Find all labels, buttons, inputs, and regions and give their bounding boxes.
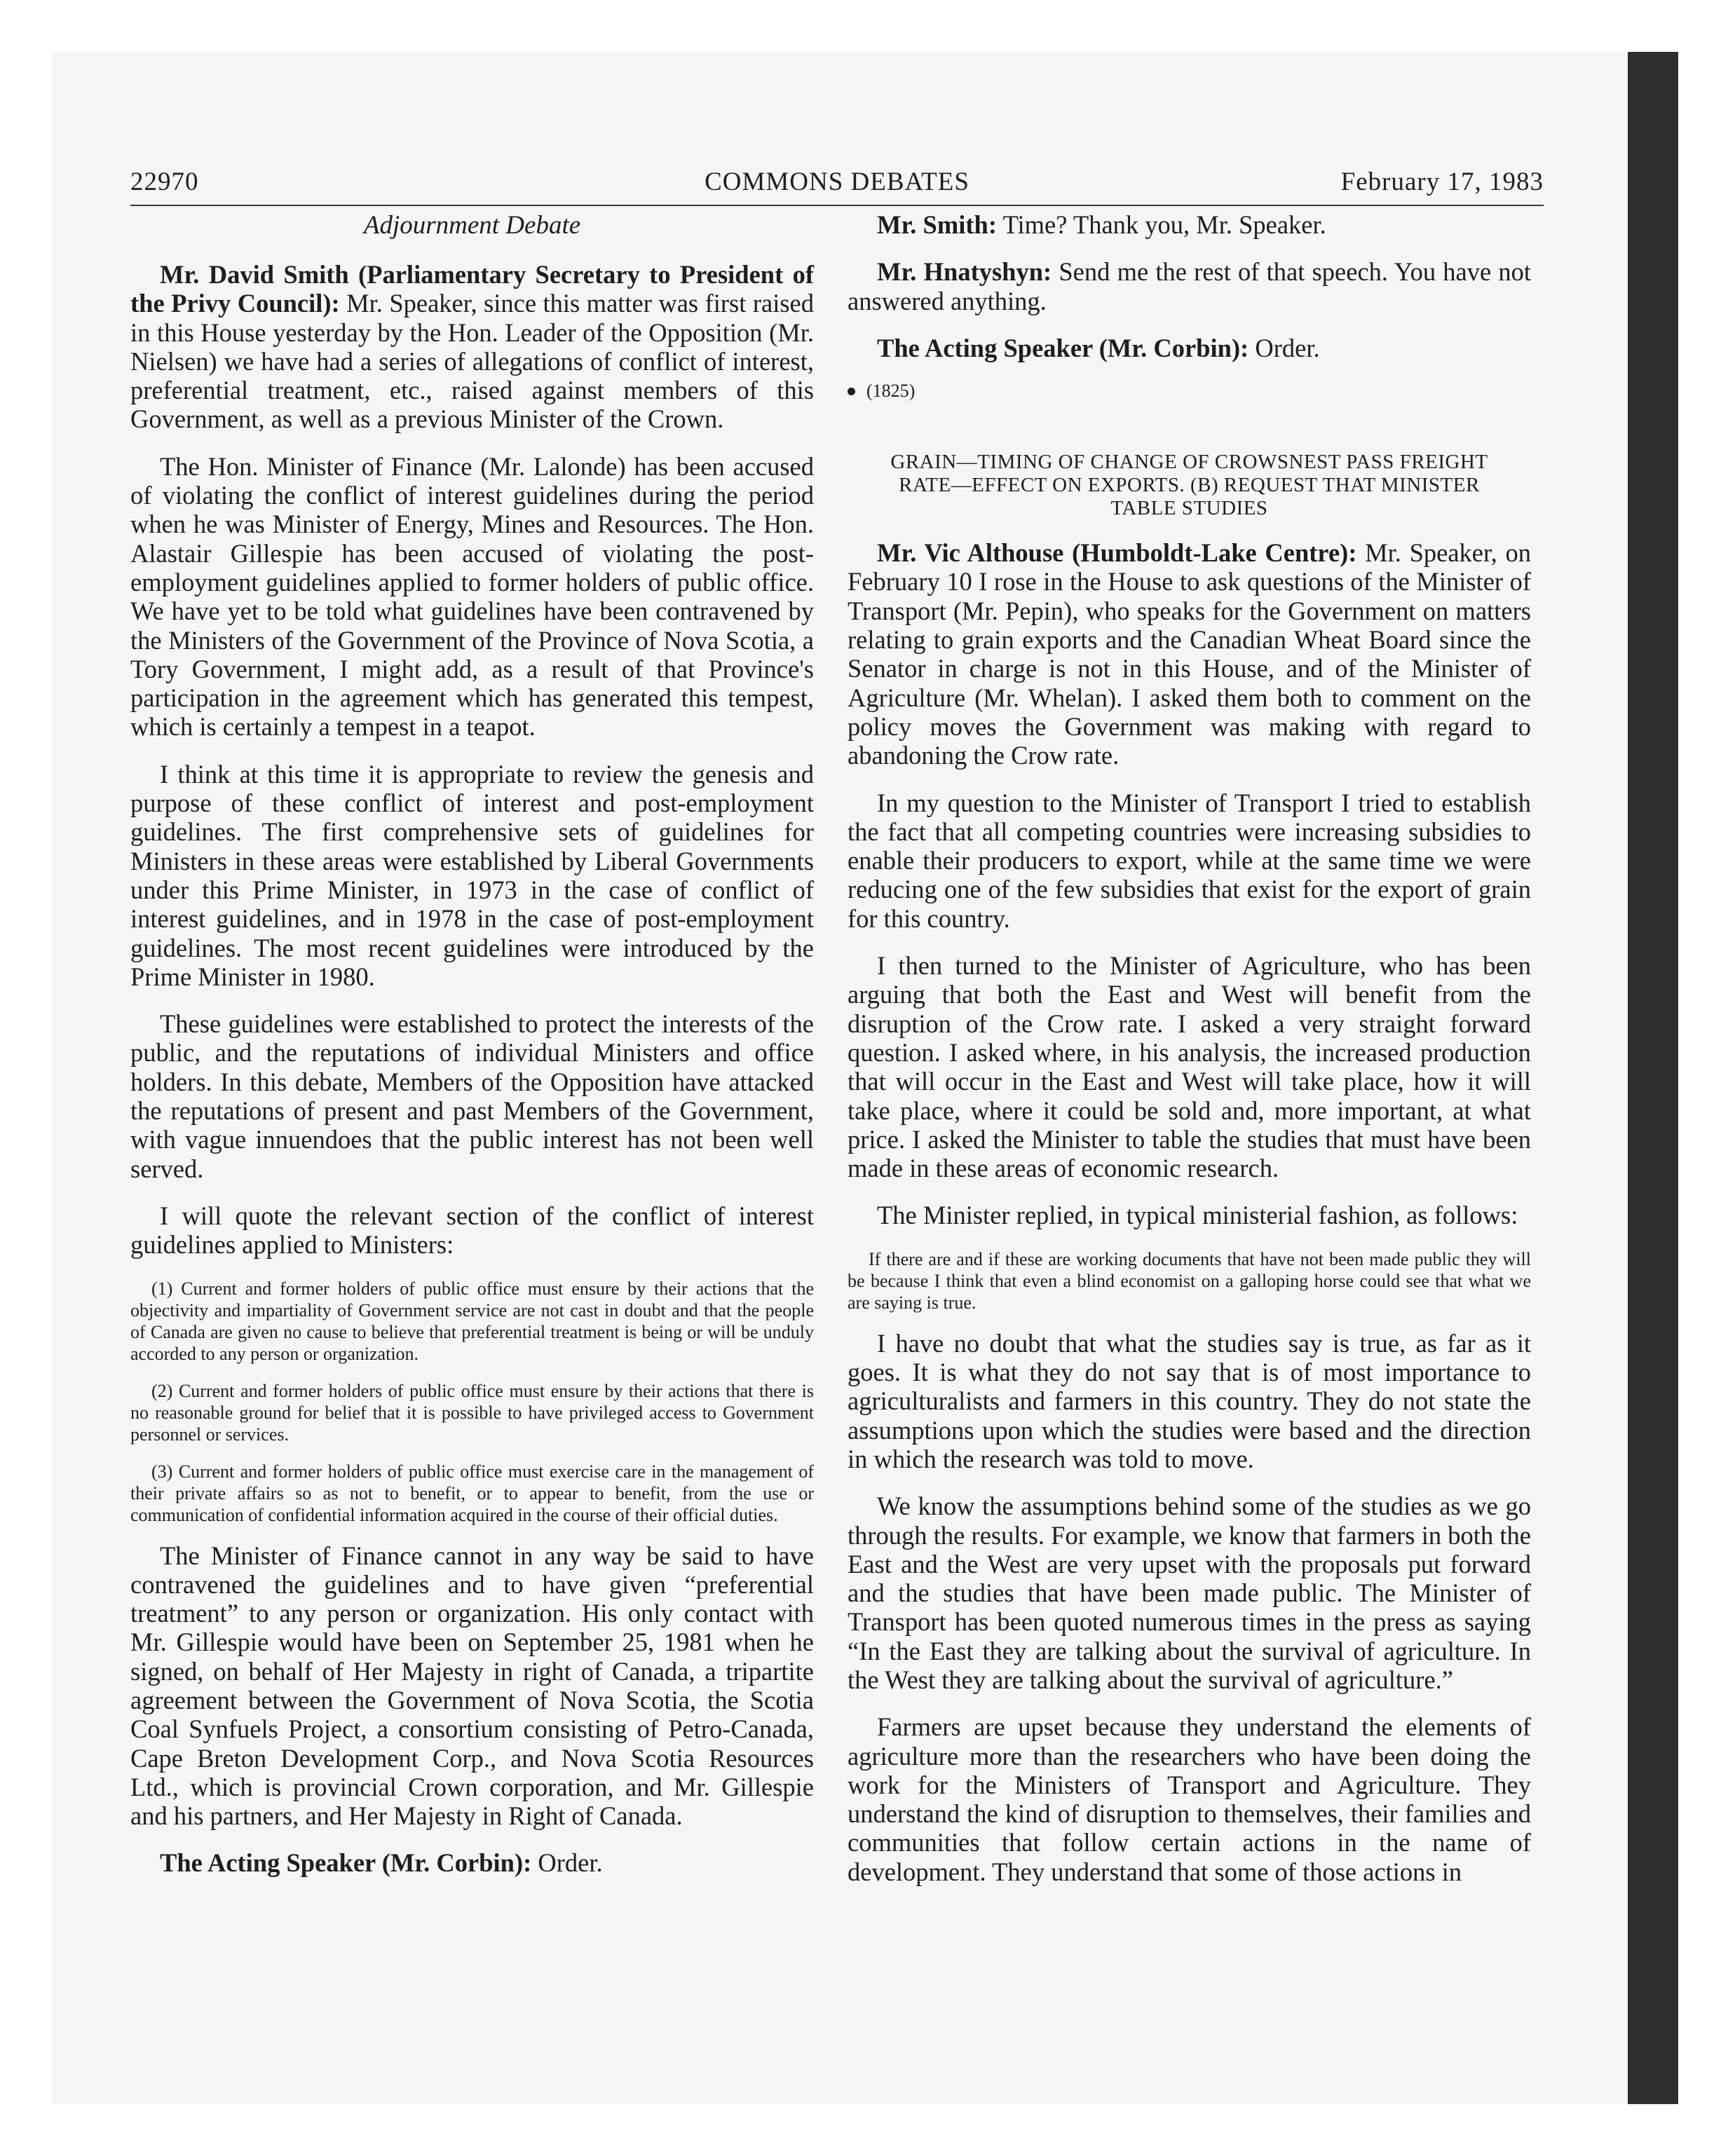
paragraph: I then turned to the Minister of Agriculture, who has been arguing that both the East and West will benefit from the disruption of the Crow rate. I asked a very straight forward question. I asked where, in his analysis, the increased production that will occur in the East and West will take place, how it will take place, where it could be sold and, more important, at what price. I asked the Minister to table the studies that must have been made in these areas of economic research. — [848, 951, 1531, 1183]
page-number: 22970 — [130, 168, 199, 196]
right-column — [848, 210, 1531, 1904]
page-header — [130, 163, 1544, 206]
guideline-quote-3: (3) Current and former holders of public office must exercise care in the management of their private affairs so as not to benefit, or to appear to benefit, from the use or communication of confidential information acquired in the course of their official duties. — [130, 1461, 814, 1525]
guideline-quote-2: (2) Current and former holders of public office must ensure by their actions that there is no reasonable ground for belief that it is possible to have privileged access to Government personnel or services. — [130, 1380, 814, 1445]
paragraph: The Minister of Finance cannot in any way be said to have contravened the guidelines and to have given “preferential treatment” to any person or organization. His only contact with Mr. Gillespie would have been on September 25, 1981 when he signed, on behalf of Her Majesty in right of Canada, a tripartite agreement between the Government of Nova Scotia, the Scotia Coal Synfuels Project, a consortium consisting of Petro-Canada, Cape Breton Development Corp., and Nova Scotia Resources Ltd., which is provincial Crown corporation, and Mr. Gillespie and his partners, and Her Majesty in Right of Canada. — [130, 1541, 814, 1831]
left-column — [130, 210, 814, 1896]
speaker-name: Mr. Vic Althouse (Humboldt-Lake Centre): — [877, 538, 1357, 568]
paragraph: We know the assumptions behind some of the studies as we go through the results. For example, we know that farmers in both the East and the West are very upset with the proposals put forward and the studies that have been made public. The Minister of Transport has been quoted numerous times in the press as saying “In the East they are talking about the survival of agriculture. In the West they are talking about the survival of agriculture.” — [848, 1492, 1531, 1694]
speech-paragraph — [848, 538, 1531, 770]
paragraph: In my question to the Minister of Transport I tried to establish the fact that all competing countries were increasing subsidies to enable their producers to export, while at the same time we were reducing one of the few subsidies that exist for the export of grain for this country. — [848, 788, 1531, 933]
time-marker — [848, 381, 1531, 402]
paragraph: I have no doubt that what the studies say is true, as far as it goes. It is what they do not say that is of most importance to agriculturalists and farmers in this country. They do not state the assumptions upon which the studies were based and the direction in which the research was told to move. — [848, 1328, 1531, 1473]
speaker-name: Mr. Hnatyshyn: — [877, 257, 1052, 287]
guideline-quote-1: (1) Current and former holders of public office must ensure by their actions that the objectivity and impartiality of Government service are not cast in doubt and that the people of Canada are given no cause to believe that preferential treatment is being or will be unduly accorded to any person or organization. — [130, 1278, 814, 1364]
section-heading: Adjournment Debate — [363, 211, 581, 240]
speech-text: Send me the rest of that speech. You have not answered anything. — [848, 257, 1532, 315]
speech-text: Order. — [531, 1848, 603, 1878]
topic-heading: GRAIN—TIMING OF CHANGE OF CROWSNEST PASS FREIGHT RATE—EFFECT ON EXPORTS. (B) REQUEST THAT MINISTER TABLE STUDIES — [890, 451, 1488, 520]
speech-paragraph — [848, 257, 1531, 315]
paragraph: I think at this time it is appropriate to review the genesis and purpose of these conflict of interest and post-employment guidelines. The first comprehensive sets of guidelines for Ministers in these areas were established by Liberal Governments under this Prime Minister, in 1973 in the case of conflict of interest guidelines, and in 1978 in the case of post-employment guidelines. The most recent guidelines were introduced by the Prime Minister in 1980. — [130, 759, 814, 991]
speaker-name: The Acting Speaker (Mr. Corbin): — [160, 1848, 532, 1878]
speech-text: Time? Thank you, Mr. Speaker. — [997, 210, 1326, 239]
speaker-name: The Acting Speaker (Mr. Corbin): — [877, 333, 1249, 362]
speaker-name: Mr. Smith: — [877, 210, 998, 239]
paragraph: These guidelines were established to protect the interests of the public, and the reputations of individual Ministers and office holders. In this debate, Members of the Opposition have attacked the reputations of present and past Members of the Government, with vague innuendoes that the public interest has not been well served. — [130, 1009, 814, 1183]
paragraph: I will quote the relevant section of the conflict of interest guidelines applied to Ministers: — [130, 1201, 814, 1260]
scan-edge — [1628, 52, 1678, 2104]
bullet-icon — [848, 388, 855, 395]
paragraph: The Minister replied, in typical ministerial fashion, as follows: — [877, 1201, 1518, 1230]
paragraph: Farmers are upset because they understand the elements of agriculture more than the researchers who have been doing the work for the Ministers of Transport and Agriculture. They understand the kind of disruption to themselves, their families and communities that follow certain actions in the name of development. They understand that some of those actions in — [848, 1712, 1531, 1886]
speaker-name: Mr. David Smith (Parliamentary Secretary to President of the Privy Council): — [130, 260, 814, 318]
speech-text: Mr. Speaker, on February 10 I rose in the House to ask questions of the Minister of Transport (Mr. Pepin), who speaks for the Government on matters relating to grain exports and the Canadian Wheat Board since the Senator in charge is not in this House, and of the Minister of Agriculture (Mr. Whelan). I asked them both to comment on the policy moves the Government was making with regard to abandoning the Crow rate. — [848, 538, 1531, 770]
time-marker-label: (1825) — [866, 381, 916, 402]
minister-quote: If there are and if these are working documents that have not been made public they will be because I think that even a blind economist on a galloping horse could see that what we are saying is true. — [848, 1248, 1531, 1313]
paragraph: The Hon. Minister of Finance (Mr. Lalonde) has been accused of violating the conflict of interest guidelines during the period when he was Minister of Energy, Mines and Resources. The Hon. Alastair Gillespie has been accused of violating the post-employment guidelines applied to former holders of public office. We have yet to be told what guidelines have been contravened by the Ministers of the Government of the Province of Nova Scotia, a Tory Government, I might add, as a result of that Province's participation in the agreement which has generated this tempest, which is certainly a tempest in a teapot. — [130, 451, 814, 742]
speech-paragraph — [130, 1848, 814, 1877]
speech-text: Order. — [1248, 333, 1320, 362]
speech-paragraph — [848, 210, 1531, 239]
speech-paragraph — [848, 334, 1531, 362]
speech-paragraph — [130, 260, 814, 434]
publication-title: COMMONS DEBATES — [705, 168, 969, 196]
speech-text: Mr. Speaker, since this matter was first raised in this House yesterday by the Hon. Leader of the Opposition (Mr. Nielsen) we have had a series of allegations of conflict of interest, preferential treatment, etc., raised against members of this Government, as well as a previous Minister of the Crown. — [130, 289, 814, 434]
page-date: February 17, 1983 — [1340, 168, 1544, 196]
